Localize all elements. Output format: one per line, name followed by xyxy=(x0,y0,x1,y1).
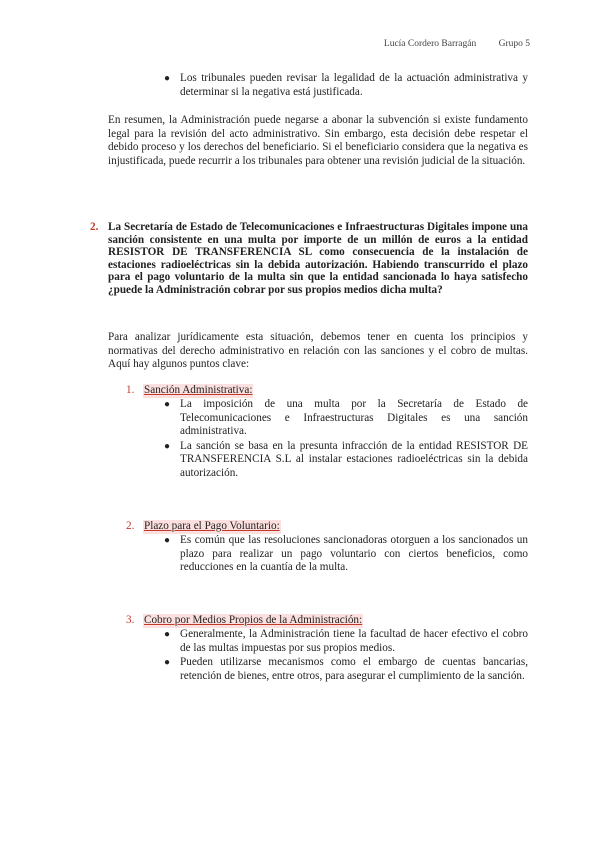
analysis-intro: Para analizar jurídicamente esta situación, debemos tener en cuenta los principios y normativas del derecho administrativo en relación con las sanciones y el cobro de multas. Aquí hay algunos puntos clave: xyxy=(108,331,528,371)
point-1-title-text: Sanción Administrativa: xyxy=(144,384,253,396)
bullet-icon: ● xyxy=(164,629,171,640)
point-3-bullets xyxy=(162,628,528,683)
list-item xyxy=(162,628,528,655)
point-2-number: 2. xyxy=(126,520,135,532)
page-header xyxy=(384,38,530,52)
intro-bullet xyxy=(162,72,528,99)
question-number: 2. xyxy=(90,221,99,233)
bullet-icon: ● xyxy=(164,73,171,84)
summary-paragraph: En resumen, la Administración puede negarse a abonar la subvención si existe fundamento legal para la revisión del acto administrativo. Sin embargo, esta decisión debe respetar el debido proceso y los derechos del beneficiario. Si el beneficiario considera que la negativa es injustificada, puede recurrir a los tribunales para obtener una revisión judicial de la situación. xyxy=(108,114,528,167)
point-2-bullet-1: Es común que las resoluciones sancionadoras otorguen a los sancionados un plazo para realizar un pago voluntario con ciertos beneficios, como reducciones en la cuantía de la multa. xyxy=(180,534,528,574)
bullet-icon: ● xyxy=(164,440,171,452)
list-item xyxy=(162,398,528,439)
bullet-icon: ● xyxy=(164,657,171,669)
question-text: La Secretaría de Estado de Telecomunicaciones e Infraestructuras Digitales impone una sanción consistente en una multa por importe de un millón de euros a la entidad RESISTOR DE TRANSFERENCIA SL como consecuencia de la instalación de estaciones radioeléctricas sin la debida autorización. Habiendo transcurrido el plazo para el pago voluntario de la multa sin que la entidad sancionada lo haya satisfecho ¿puede la Administración cobrar por sus propios medios dicha multa? xyxy=(108,221,528,296)
point-3-title xyxy=(143,614,363,628)
point-1-bullet-1: La imposición de una multa por la Secretaría de Estado de Telecomunicaciones e Infraestructuras Digitales es una sanción administrativa. xyxy=(180,398,528,438)
bullet-icon: ● xyxy=(164,399,171,410)
point-3-title-text: Cobro por Medios Propios de la Administración: xyxy=(144,614,363,626)
point-1-bullet-2: La sanción se basa en la presunta infracción de la entidad RESISTOR DE TRANSFERENCIA S.L al instalar estaciones radioeléctricas sin la debida autorización. xyxy=(180,439,528,479)
point-2-title xyxy=(143,520,281,534)
point-2-title-text: Plazo para el Pago Voluntario: xyxy=(144,520,280,532)
list-item xyxy=(162,534,528,575)
point-1-bullets xyxy=(162,398,528,481)
point-3-bullet-2: Pueden utilizarse mecanismos como el embargo de cuentas bancarias, retención de bienes, entre otros, para asegurar el cumplimiento de la sanción. xyxy=(180,656,528,682)
header-author: Lucía Cordero Barragán xyxy=(383,39,477,49)
header-group: Grupo 5 xyxy=(498,39,530,49)
point-1-title xyxy=(143,384,253,398)
list-item xyxy=(162,440,528,481)
point-3-bullet-1: Generalmente, la Administración tiene la facultad de hacer efectivo el cobro de las multas impuestas por sus propios medios. xyxy=(180,628,528,654)
bullet-icon: ● xyxy=(164,535,171,546)
list-item xyxy=(162,656,528,683)
point-3-number: 3. xyxy=(126,614,135,626)
point-2-bullets xyxy=(162,534,528,575)
intro-bullet-text: Los tribunales pueden revisar la legalidad de la actuación administrativa y determinar si la negativa está justificada. xyxy=(180,72,528,98)
point-1-number: 1. xyxy=(126,384,135,396)
